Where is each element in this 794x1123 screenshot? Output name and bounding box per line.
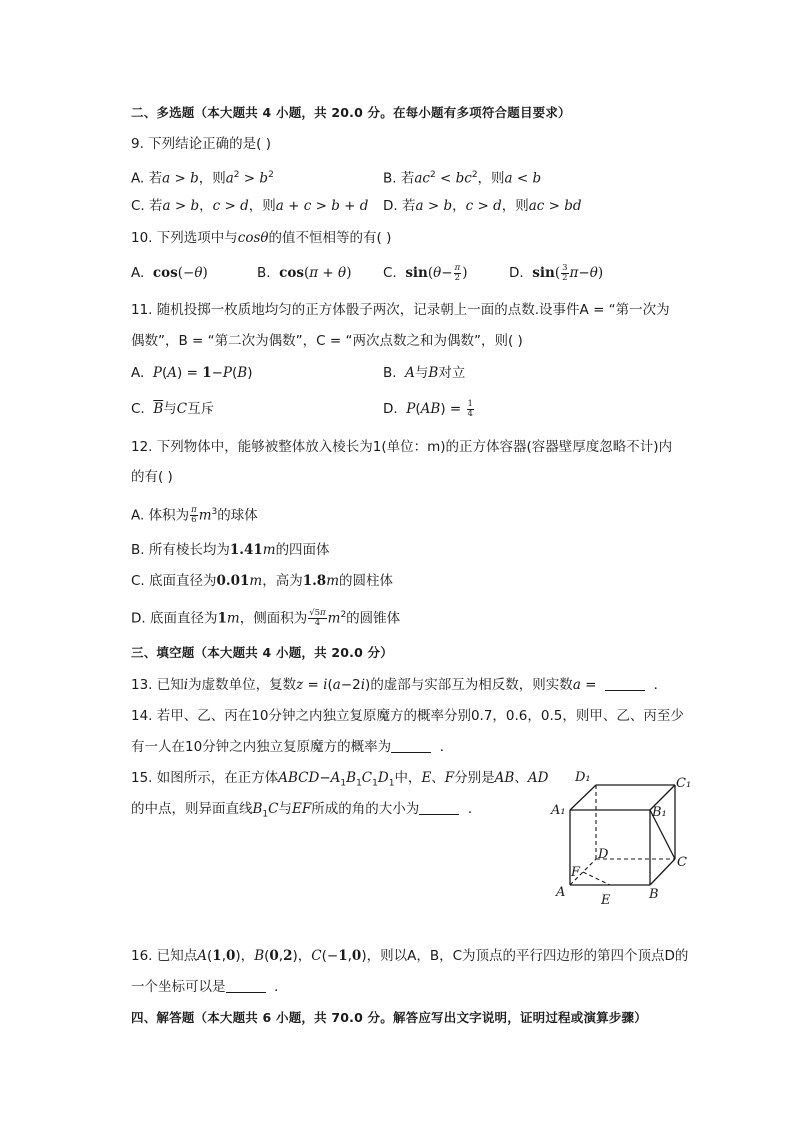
q11-option-b: B. A与B对立 <box>383 365 466 381</box>
q13: 13. 已知i为虚数单位，复数z = i(a−2i)的虚部与实部互为相反数，则实数a = ． <box>131 677 668 693</box>
label-e: E <box>601 893 611 908</box>
label-c: C <box>677 855 687 870</box>
q12-option-b: B. 所有棱长均为1.41m的四面体 <box>131 542 330 558</box>
q10-option-a: A. cos(−θ) <box>131 265 208 281</box>
label-d1: D₁ <box>575 770 591 785</box>
q16-line-1: 16. 已知点A(1,0)，B(0,2)，C(−1,0)，则以A，B，C为顶点的平行四边形的第四个顶点D的 <box>131 948 689 964</box>
q16-answer-blank[interactable] <box>226 978 266 993</box>
q15-line-2: 的中点，则异面直线$B_1C$与EF所成的角的大小为 ． <box>131 801 482 820</box>
q14-line-2: 有一人在10分钟之内独立复原魔方的概率为 ． <box>131 739 454 755</box>
q15-answer-blank[interactable] <box>419 800 459 815</box>
q12-option-c: C. 底面直径为0.01m，高为1.8m的圆柱体 <box>131 573 394 589</box>
q12-option-a: A. 体积为 $\frac{\pi}{6}$ $m^3$的球体 <box>131 505 258 525</box>
section-3-title: 三、填空题（本大题共 4 小题，共 20.0 分） <box>131 645 393 660</box>
q16-line-2: 一个坐标可以是 ． <box>131 979 288 995</box>
q10-stem: 10. 下列选项中与cosθ的值不恒相等的有( ) <box>131 230 392 246</box>
q12-option-d: D. 底面直径为1m，侧面积为 $\frac{√5\pi}{4}$ $m^2$的圆锥体 <box>131 608 401 628</box>
section-4-title: 四、解答题（本大题共 6 小题，共 70.0 分。解答应写出文字说明，证明过程或演算步骤） <box>131 1010 647 1025</box>
q11-option-d: D. P(AB) = $\frac{1}{4}$ <box>383 398 473 419</box>
q11-option-a: A. P(A) = 1−P(B) <box>131 365 253 381</box>
q14-answer-blank[interactable] <box>391 738 431 753</box>
q11-line-2: 偶数”，B = “第二次为偶数”，C = “两次点数之和为偶数”，则( ) <box>131 333 523 349</box>
q10-option-d: D. sin( $\frac{3}{2}$ π−θ) <box>509 262 604 283</box>
label-f: F <box>571 865 581 880</box>
q10-option-c: C. sin(θ− $\frac{\pi}{2}$ ) <box>383 262 468 283</box>
label-a: A <box>556 885 566 900</box>
q9-stem: 9. 下列结论正确的是( ) <box>131 136 271 152</box>
label-a1: A₁ <box>551 803 566 818</box>
q12-line-1: 12. 下列物体中，能够被整体放入棱长为1(单位：m)的正方体容器(容器壁厚度忽略不计)内 <box>131 439 673 455</box>
q9-option-a: A. 若a > b，则$a^2 > b^2$ <box>131 170 274 187</box>
q14-line-1: 14. 若甲、乙、丙在10分钟之内独立复原魔方的概率分别0.7，0.6，0.5，则甲、乙、丙至少 <box>131 708 684 724</box>
q9-option-b: B. 若$ac^2 < bc^2$，则a < b <box>383 170 542 187</box>
label-c1: C₁ <box>676 776 692 791</box>
q9-option-d: D. 若a > b，c > d，则ac > bd <box>383 198 582 214</box>
cube-figure <box>548 768 698 908</box>
q10-option-b: B. cos(π + θ) <box>257 265 352 281</box>
q11-option-c: C. $\overline{B}$与C互斥 <box>131 401 215 417</box>
label-d: D <box>598 847 609 862</box>
q15-line-1: 15. 如图所示，在正方体$ABCD-A_1B_1C_1D_1$中，E、F分别是AB、AD <box>131 770 549 789</box>
q11-line-1: 11. 随机投掷一枚质地均匀的正方体骰子两次，记录朝上一面的点数.设事件A = “第一次为 <box>131 302 670 318</box>
section-2-title: 二、多选题（本大题共 4 小题，共 20.0 分。在每小题有多项符合题目要求） <box>131 105 571 120</box>
label-b1: B₁ <box>652 805 667 820</box>
q9-option-c: C. 若a > b，c > d，则a + c > b + d <box>131 198 369 214</box>
q12-line-2: 的有( ) <box>131 469 173 485</box>
q13-answer-blank[interactable] <box>605 676 645 691</box>
label-b: B <box>649 887 659 902</box>
